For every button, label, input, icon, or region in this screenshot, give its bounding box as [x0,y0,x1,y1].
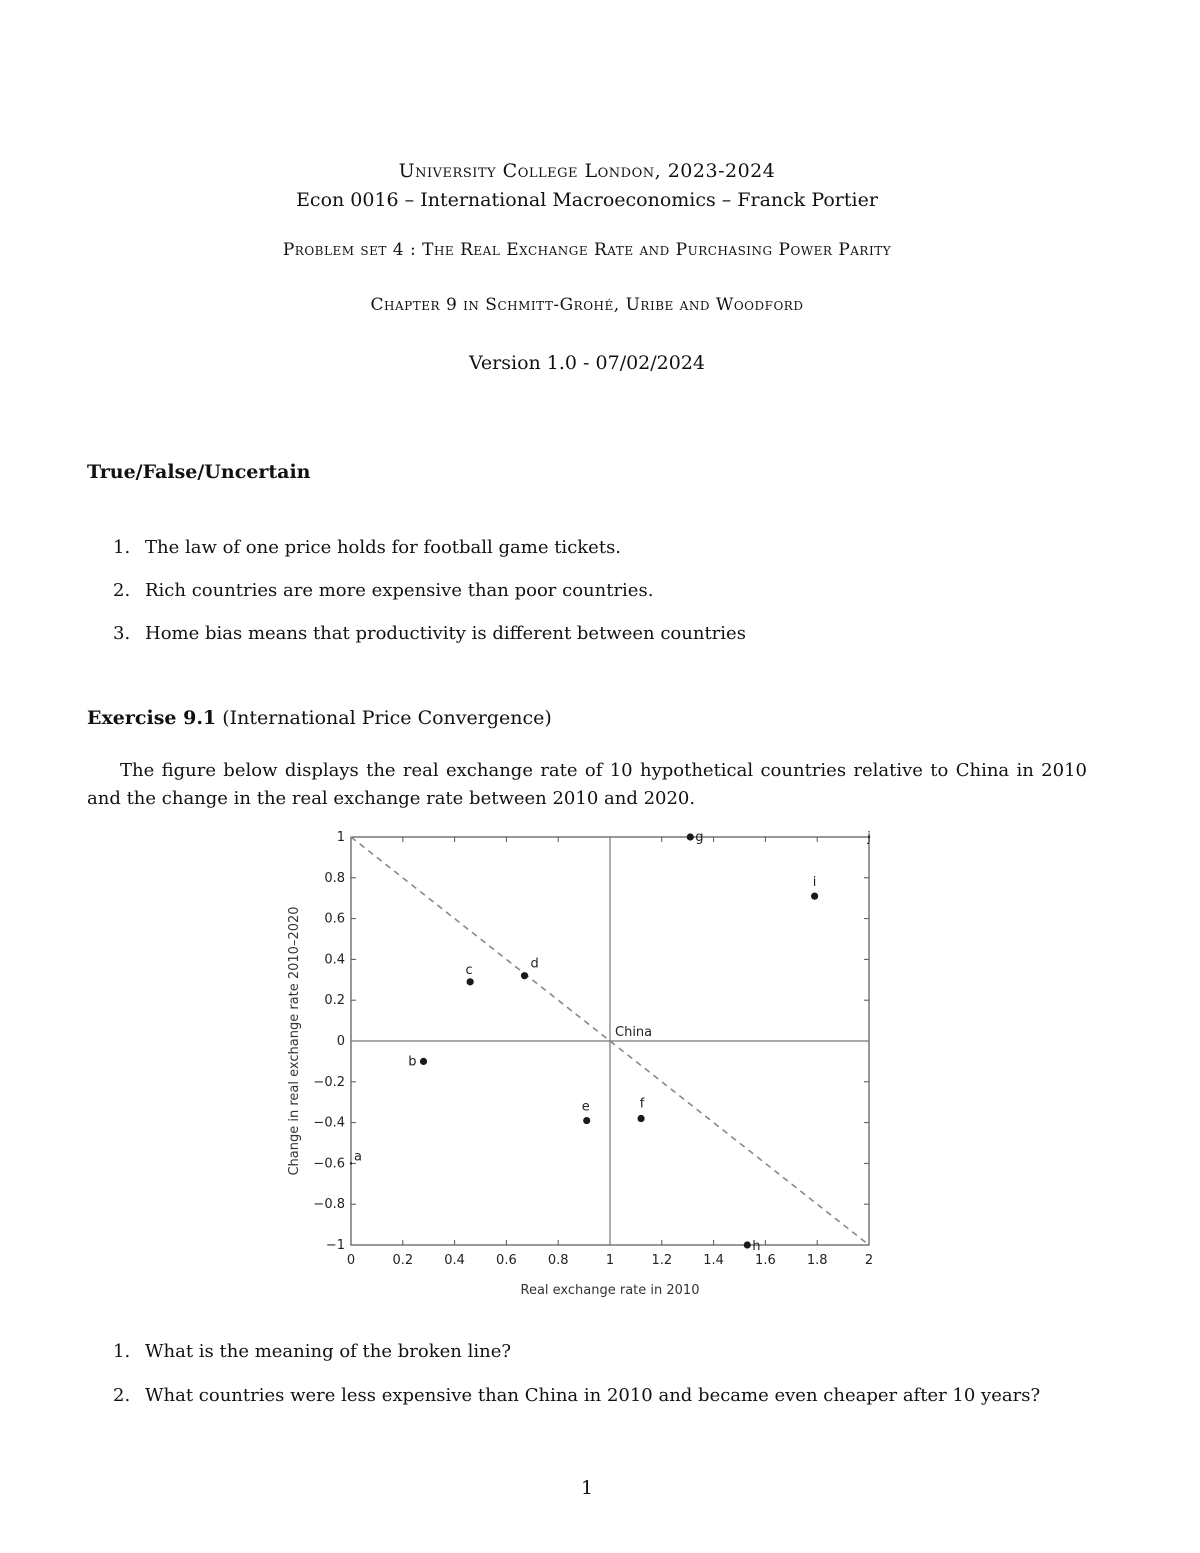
point-label-i: i [812,875,817,891]
list-item: 3. Home bias means that productivity is different between countries [113,623,746,644]
y-tick-label: −0.6 [313,1156,345,1172]
x-tick-label: 1.4 [703,1253,724,1268]
data-point-h [744,1241,751,1248]
x-tick-label: 1.2 [651,1253,673,1268]
list-item: 1. What is the meaning of the broken line? [113,1341,512,1362]
y-tick-label: 0.2 [324,993,345,1009]
course-line: Econ 0016 – International Macroeconomics – Franck Portier [296,189,878,211]
y-tick-label: 0.6 [324,911,345,927]
data-point-b [420,1058,427,1065]
data-point-d [521,972,528,979]
list-item: 2. What countries were less expensive than China in 2010 and became even cheaper after 10 years? [113,1385,1041,1406]
y-tick-label: −0.2 [313,1074,345,1090]
point-label-c: c [465,962,473,978]
exercise-title: (International Price Convergence) [222,707,552,729]
point-label-f: f [639,1096,645,1112]
tfu-heading: True/False/Uncertain [87,461,311,483]
point-label-d: d [530,956,539,972]
data-point-a [350,1162,352,1164]
y-tick-label: 0.4 [324,952,345,968]
x-tick-label: 0.8 [547,1253,569,1268]
list-item: 2. Rich countries are more expensive than poor countries. [113,580,654,601]
data-point-i [811,893,818,900]
scatter-chart [270,820,910,1310]
y-tick-label: 0 [336,1034,345,1049]
x-tick-label: 1 [605,1253,615,1268]
point-label-j: j [867,830,871,845]
point-label-g: g [695,830,704,845]
x-tick-label: 1.6 [755,1253,776,1268]
exercise-questions [113,1341,1088,1410]
exercise-label: Exercise 9.1 [87,707,217,729]
data-point-g [687,833,694,840]
point-label-b: b [408,1054,417,1070]
y-tick-label: 0.8 [324,870,345,886]
x-tick-label: 0 [346,1253,356,1268]
x-tick-label: 2 [864,1253,874,1268]
tfu-list [113,537,1088,644]
x-tick-label: 0.6 [496,1253,517,1268]
data-point-f [637,1115,644,1122]
x-tick-label: 0.2 [392,1253,414,1268]
exercise-intro: The figure below displays the real exchange rate of 10 hypothetical countries relative to China in 2010 and the change in the real exchange rate between 2010 and 2020. [87,760,1087,809]
point-label-a: a [354,1149,362,1165]
x-tick-label: 1.8 [806,1253,828,1268]
exercise-heading [87,707,552,729]
university-line: University College London, 2023-2024 [398,160,776,182]
y-axis-label: Change in real exchange rate 2010–2020 [287,906,302,1176]
x-axis-label: Real exchange rate in 2010 [520,1283,700,1298]
x-tick-label: 0.4 [444,1253,465,1268]
point-label-h: h [752,1239,761,1254]
page-number: 1 [580,1477,594,1499]
chapter-reference: Chapter 9 in Schmitt-Grohé, Uribe and Woodford [370,295,804,315]
data-point-e [583,1117,590,1124]
list-item: 1. The law of one price holds for football game tickets. [113,537,622,558]
y-tick-label: −0.4 [313,1115,345,1131]
data-point-c [467,978,474,985]
y-tick-label: −1 [325,1238,345,1253]
problem-set-title: Problem set 4 : The Real Exchange Rate and Purchasing Power Parity [282,240,892,260]
y-tick-label: −0.8 [313,1197,345,1213]
point-label-e: e [581,1099,590,1115]
china-annotation: China [615,1025,653,1040]
y-tick-label: 1 [336,830,345,845]
version-line: Version 1.0 - 07/02/2024 [468,352,706,374]
